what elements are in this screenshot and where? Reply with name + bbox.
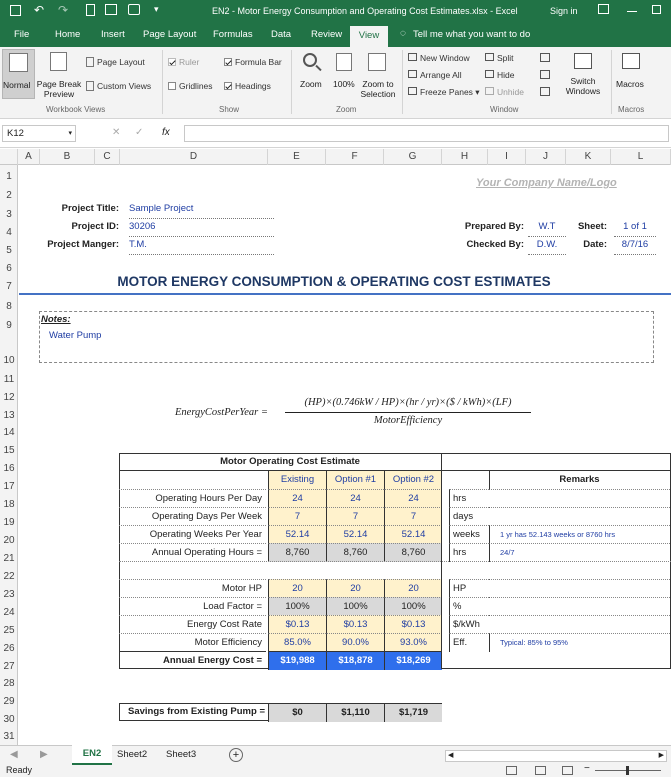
sheet-label: Sheet: bbox=[577, 221, 607, 232]
table-cell: 100% bbox=[268, 597, 326, 616]
enter-icon[interactable]: ✓ bbox=[135, 127, 144, 138]
new-window-button[interactable] bbox=[408, 53, 470, 63]
column-heading: Option #2 bbox=[384, 471, 442, 489]
hide-button[interactable] bbox=[485, 70, 514, 80]
row-header[interactable]: 8 bbox=[6, 301, 12, 312]
zoom-to-selection-button[interactable] bbox=[358, 49, 398, 99]
table-cell: 24 bbox=[384, 489, 442, 508]
zoom-selection-label: Zoom to Selection bbox=[360, 79, 396, 99]
row-header[interactable]: 1 bbox=[6, 171, 12, 182]
tab-page-layout[interactable]: Page Layout bbox=[143, 29, 197, 40]
table-cell: 20 bbox=[384, 579, 442, 598]
annual-cost-cell: $18,878 bbox=[326, 651, 384, 670]
row-header[interactable]: 25 bbox=[3, 625, 15, 636]
new-file-icon[interactable] bbox=[86, 4, 95, 16]
table-cell: 20 bbox=[326, 579, 384, 598]
print-icon[interactable] bbox=[128, 4, 140, 15]
minimize-icon[interactable] bbox=[627, 11, 637, 12]
project-manager-value: T.M. bbox=[129, 236, 274, 255]
ribbon-separator bbox=[402, 50, 403, 114]
custom-views-button[interactable] bbox=[86, 81, 151, 91]
row-header[interactable]: 23 bbox=[3, 589, 15, 600]
custom-views-icon bbox=[86, 81, 94, 91]
tab-view[interactable]: View bbox=[350, 26, 388, 47]
macros-group-label: Macros bbox=[618, 105, 645, 114]
unit-cell: days bbox=[449, 507, 489, 526]
remark-cell: Typical: 85% to 95% bbox=[489, 633, 670, 652]
row-header[interactable]: 30 bbox=[3, 714, 15, 725]
row-header[interactable]: 9 bbox=[6, 320, 12, 331]
ribbon-separator bbox=[162, 50, 163, 114]
project-title-value: Sample Project bbox=[129, 200, 274, 219]
table-cell: 100% bbox=[384, 597, 442, 616]
project-id-value: 30206 bbox=[129, 218, 274, 237]
row-header[interactable]: 21 bbox=[3, 553, 15, 564]
column-header[interactable]: J bbox=[526, 149, 566, 165]
row-headers bbox=[0, 165, 18, 745]
sheet-value: 1 of 1 bbox=[614, 218, 656, 237]
zoom-slider-thumb[interactable] bbox=[626, 766, 629, 775]
row-header[interactable]: 17 bbox=[3, 481, 15, 492]
show-group-label: Show bbox=[219, 105, 240, 114]
window-group-label: Window bbox=[490, 105, 519, 114]
print-preview-icon[interactable] bbox=[105, 4, 117, 15]
table-cell: 100% bbox=[326, 597, 384, 616]
unit-cell: $/kWh bbox=[449, 615, 489, 634]
zoom-100-icon bbox=[336, 53, 352, 71]
savings-option1: $1,110 bbox=[326, 704, 384, 722]
sign-in-link[interactable]: Sign in bbox=[550, 6, 578, 16]
row-header[interactable]: 14 bbox=[3, 427, 15, 438]
add-sheet-icon[interactable]: + bbox=[229, 748, 243, 762]
company-logo: Your Company Name/Logo bbox=[476, 177, 617, 189]
savings-label: Savings from Existing Pump = bbox=[128, 706, 265, 717]
switch-windows-button[interactable] bbox=[558, 49, 608, 99]
row-header[interactable]: 15 bbox=[3, 445, 15, 456]
formula-denominator: MotorEfficiency bbox=[373, 415, 443, 426]
project-title-label: Project Title: bbox=[61, 203, 119, 214]
ribbon bbox=[0, 47, 671, 119]
unhide-label: Unhide bbox=[497, 87, 524, 97]
normal-view-label: Normal bbox=[3, 80, 31, 90]
page-break-icon bbox=[50, 52, 67, 71]
status-bar bbox=[0, 765, 671, 777]
new-window-label: New Window bbox=[420, 53, 470, 63]
normal-view-icon bbox=[9, 53, 28, 72]
row-label: Energy Cost Rate bbox=[119, 615, 266, 634]
formula-input[interactable] bbox=[184, 125, 669, 142]
row-header[interactable]: 10 bbox=[3, 355, 15, 366]
zoom-100-button[interactable] bbox=[330, 49, 358, 99]
row-header[interactable]: 27 bbox=[3, 661, 15, 672]
gridlines-label: Gridlines bbox=[179, 81, 213, 91]
zoom-group-label: Zoom bbox=[336, 105, 357, 114]
column-heading: Existing bbox=[268, 471, 326, 489]
formula-bar-checkbox[interactable] bbox=[224, 57, 282, 67]
row-label: Motor Efficiency bbox=[119, 633, 266, 652]
row-label: Annual Operating Hours = bbox=[119, 543, 266, 562]
page-layout-status-icon[interactable] bbox=[535, 766, 546, 775]
remark-cell bbox=[489, 489, 670, 490]
zoom-button[interactable] bbox=[296, 49, 328, 99]
zoom-selection-icon bbox=[368, 53, 386, 71]
view-side-by-side-icon[interactable] bbox=[540, 53, 550, 62]
row-header[interactable]: 26 bbox=[3, 643, 15, 654]
zoom-label: Zoom bbox=[300, 79, 322, 89]
row-header[interactable]: 7 bbox=[6, 281, 12, 292]
checked-by-label: Checked By: bbox=[466, 239, 524, 250]
unhide-icon bbox=[485, 87, 494, 95]
freeze-panes-button[interactable]: Freeze Panes ▾ bbox=[408, 87, 480, 98]
split-button[interactable] bbox=[485, 53, 514, 63]
prepared-by-value: W.T bbox=[528, 218, 566, 237]
status-text: Ready bbox=[6, 765, 33, 775]
zoom-out-icon[interactable]: − bbox=[584, 763, 590, 774]
unit-cell: % bbox=[449, 597, 489, 616]
hide-icon bbox=[485, 70, 494, 78]
savings-existing: $0 bbox=[268, 704, 326, 722]
new-window-icon bbox=[408, 53, 417, 61]
name-box-value: K12 bbox=[7, 128, 24, 139]
page-break-label: Page Break Preview bbox=[36, 79, 82, 99]
cancel-icon[interactable]: ✕ bbox=[112, 127, 121, 138]
table-cell: 20 bbox=[268, 579, 326, 598]
gridlines-checkbox[interactable] bbox=[168, 81, 213, 91]
column-header[interactable]: H bbox=[442, 149, 488, 165]
zoom-100-label: 100% bbox=[333, 79, 355, 89]
page-layout-icon bbox=[86, 57, 94, 67]
column-header[interactable]: C bbox=[95, 149, 120, 165]
split-label: Split bbox=[497, 53, 514, 63]
name-box[interactable] bbox=[2, 125, 76, 142]
column-header[interactable]: K bbox=[566, 149, 611, 165]
split-icon bbox=[485, 53, 494, 61]
savings-option2: $1,719 bbox=[384, 704, 442, 722]
tab-file[interactable]: File bbox=[14, 29, 30, 40]
table-cell: 8,760 bbox=[384, 543, 442, 562]
table-cell: 90.0% bbox=[326, 633, 384, 652]
page-break-preview-button[interactable] bbox=[36, 49, 82, 99]
headings-label: Headings bbox=[235, 81, 271, 91]
row-header[interactable]: 5 bbox=[6, 245, 12, 256]
unit-cell: Eff. bbox=[449, 633, 489, 652]
workbook-views-group-label: Workbook Views bbox=[46, 105, 106, 114]
row-header[interactable]: 18 bbox=[3, 499, 15, 510]
remark-cell bbox=[489, 507, 670, 508]
horizontal-scrollbar[interactable] bbox=[445, 750, 667, 762]
table-cell: 93.0% bbox=[384, 633, 442, 652]
formula-numerator: (HP)×(0.746kW / HP)×(hr / yr)×($ / kWh)×(LF) bbox=[304, 397, 512, 408]
macros-button[interactable] bbox=[614, 49, 648, 99]
insert-function-icon[interactable]: fx bbox=[162, 127, 170, 138]
row-header[interactable]: 29 bbox=[3, 696, 15, 707]
notes-label: Notes: bbox=[41, 314, 71, 325]
page-layout-button[interactable] bbox=[86, 57, 145, 67]
table-cell: 7 bbox=[268, 507, 326, 526]
row-label: Operating Hours Per Day bbox=[119, 489, 266, 508]
table-cell: 8,760 bbox=[268, 543, 326, 562]
column-header[interactable]: A bbox=[18, 149, 40, 165]
table-cell: 52.14 bbox=[384, 525, 442, 544]
unit-cell: weeks bbox=[449, 525, 489, 544]
column-heading: Option #1 bbox=[326, 471, 384, 489]
arrange-all-button[interactable] bbox=[408, 70, 462, 80]
row-header[interactable]: 2 bbox=[6, 190, 12, 201]
lightbulb-icon: ◌ bbox=[400, 28, 406, 39]
row-header[interactable]: 6 bbox=[6, 263, 12, 274]
formula-lhs: EnergyCostPerYear = bbox=[175, 407, 268, 418]
tab-data[interactable]: Data bbox=[271, 29, 292, 40]
undo-icon[interactable]: ↶ bbox=[34, 3, 45, 17]
magnifier-handle bbox=[315, 65, 321, 71]
ribbon-tabs bbox=[0, 25, 671, 47]
table-cell: 85.0% bbox=[268, 633, 326, 652]
remark-cell bbox=[489, 579, 670, 580]
unit-cell: hrs bbox=[449, 543, 489, 562]
column-header[interactable]: B bbox=[40, 149, 95, 165]
ruler-checkbox[interactable] bbox=[168, 57, 199, 67]
date-value: 8/7/16 bbox=[614, 236, 656, 255]
remark-cell: 24/7 bbox=[489, 543, 670, 562]
date-label: Date: bbox=[583, 239, 607, 250]
table-title: Motor Operating Cost Estimate bbox=[220, 456, 360, 467]
remarks-heading: Remarks bbox=[489, 471, 669, 489]
table-cell: $0.13 bbox=[326, 615, 384, 634]
row-header[interactable]: 13 bbox=[3, 410, 15, 421]
custom-views-label: Custom Views bbox=[97, 81, 152, 91]
formula-bar-label: Formula Bar bbox=[235, 57, 282, 67]
sync-scroll-icon[interactable] bbox=[540, 70, 550, 79]
column-header[interactable]: L bbox=[611, 149, 671, 165]
project-id-label: Project ID: bbox=[71, 221, 119, 232]
sheet-tab-sheet3[interactable]: Sheet3 bbox=[166, 749, 197, 760]
macros-icon bbox=[622, 53, 640, 69]
column-header[interactable]: F bbox=[326, 149, 384, 165]
worksheet[interactable] bbox=[19, 165, 671, 745]
freeze-panes-label: Freeze Panes bbox=[420, 87, 473, 97]
switch-windows-icon bbox=[574, 53, 592, 69]
remark-cell bbox=[489, 597, 670, 598]
sheet-tab-en2[interactable]: EN2 bbox=[72, 745, 112, 765]
sheet-tabs-bar bbox=[0, 745, 671, 765]
gridlines-check-icon bbox=[168, 82, 176, 90]
table-cell: 24 bbox=[326, 489, 384, 508]
scroll-tabs-right-icon[interactable]: ▶ bbox=[40, 749, 48, 760]
column-header[interactable]: D bbox=[120, 149, 268, 165]
customize-toolbar-icon[interactable]: ▾ bbox=[154, 4, 159, 14]
page-break-status-icon[interactable] bbox=[562, 766, 573, 775]
arrange-all-label: Arrange All bbox=[420, 70, 462, 80]
annual-cost-cell: $18,269 bbox=[384, 651, 442, 670]
row-header[interactable]: 24 bbox=[3, 607, 15, 618]
page-layout-label: Page Layout bbox=[97, 57, 145, 67]
unhide-button[interactable] bbox=[485, 87, 524, 97]
table-vline bbox=[441, 471, 442, 669]
unit-cell: HP bbox=[449, 579, 489, 598]
remark-cell: 1 yr has 52.143 weeks or 8760 hrs bbox=[489, 525, 670, 544]
row-header[interactable]: 22 bbox=[3, 571, 15, 582]
annual-cost-cell: $19,988 bbox=[268, 651, 326, 670]
row-label: Operating Days Per Week bbox=[119, 507, 266, 526]
macros-label: Macros bbox=[616, 79, 644, 89]
row-header[interactable]: 31 bbox=[3, 731, 15, 742]
column-header[interactable]: E bbox=[268, 149, 326, 165]
title-bar bbox=[0, 0, 671, 25]
column-header[interactable]: I bbox=[488, 149, 526, 165]
table-cell: 8,760 bbox=[326, 543, 384, 562]
ribbon-separator bbox=[291, 50, 292, 114]
sheet-tab-sheet2[interactable]: Sheet2 bbox=[117, 749, 148, 760]
window-title: EN2 - Motor Energy Consumption and Operating Cost Estimates.xlsx - Excel bbox=[212, 6, 518, 16]
blank-row bbox=[119, 561, 671, 579]
checked-by-value: D.W. bbox=[528, 236, 566, 255]
formula-bar-check-icon bbox=[224, 58, 232, 66]
row-header[interactable]: 11 bbox=[3, 374, 15, 385]
ruler-check-icon bbox=[168, 58, 176, 66]
table-cell: 7 bbox=[384, 507, 442, 526]
chevron-down-icon: ▾ bbox=[68, 130, 72, 137]
reset-window-icon[interactable] bbox=[540, 87, 550, 96]
table-cell: $0.13 bbox=[384, 615, 442, 634]
row-label: Operating Weeks Per Year bbox=[119, 525, 266, 544]
table-vline bbox=[441, 453, 442, 471]
tell-me-search[interactable]: Tell me what you want to do bbox=[413, 29, 531, 40]
table-cell: 24 bbox=[268, 489, 326, 508]
arrange-icon bbox=[408, 70, 417, 78]
ruler-label: Ruler bbox=[179, 57, 200, 67]
row-label: Load Factor = bbox=[119, 597, 266, 616]
row-header[interactable]: 28 bbox=[3, 678, 15, 689]
row-header[interactable]: 16 bbox=[3, 463, 15, 474]
title-rule bbox=[19, 293, 671, 295]
remark-cell bbox=[489, 615, 670, 616]
save-icon[interactable] bbox=[10, 5, 21, 16]
ribbon-separator bbox=[611, 50, 612, 114]
column-headers bbox=[0, 149, 671, 165]
main-title: MOTOR ENERGY CONSUMPTION & OPERATING COST ESTIMATES bbox=[117, 274, 551, 289]
row-header[interactable]: 4 bbox=[6, 227, 12, 238]
scroll-tabs-left-icon[interactable]: ◀ bbox=[10, 749, 18, 760]
select-all-corner[interactable] bbox=[0, 149, 18, 165]
tab-home[interactable]: Home bbox=[55, 29, 81, 40]
maximize-icon[interactable] bbox=[652, 5, 661, 14]
headings-checkbox[interactable] bbox=[224, 81, 271, 91]
normal-view-status-icon[interactable] bbox=[506, 766, 517, 775]
project-manager-label: Project Manger: bbox=[47, 239, 119, 250]
formula-bar bbox=[0, 120, 671, 148]
tab-review[interactable]: Review bbox=[311, 29, 343, 40]
column-header[interactable]: G bbox=[384, 149, 442, 165]
table-cell: $0.13 bbox=[268, 615, 326, 634]
row-label: Motor HP bbox=[119, 579, 266, 598]
switch-windows-label: Switch Windows bbox=[565, 76, 601, 96]
table-cell: 52.14 bbox=[268, 525, 326, 544]
redo-icon[interactable]: ↷ bbox=[58, 3, 69, 17]
scroll-right-icon[interactable]: ▶ bbox=[658, 752, 664, 759]
table-cell: 7 bbox=[326, 507, 384, 526]
row-header[interactable]: 19 bbox=[3, 517, 15, 528]
tab-insert[interactable]: Insert bbox=[101, 29, 125, 40]
headings-check-icon bbox=[224, 82, 232, 90]
ribbon-options-icon[interactable] bbox=[598, 4, 609, 14]
unit-cell: hrs bbox=[449, 489, 489, 508]
row-header[interactable]: 3 bbox=[6, 209, 12, 220]
notes-text: Water Pump bbox=[49, 330, 102, 341]
prepared-by-label: Prepared By: bbox=[464, 221, 524, 232]
notes-box bbox=[39, 311, 654, 363]
table-cell: 52.14 bbox=[326, 525, 384, 544]
annual-cost-label: Annual Energy Cost = bbox=[119, 651, 266, 670]
hide-label: Hide bbox=[497, 70, 515, 80]
row-header[interactable]: 20 bbox=[3, 535, 15, 546]
row-header[interactable]: 12 bbox=[3, 392, 15, 403]
tab-formulas[interactable]: Formulas bbox=[213, 29, 253, 40]
scroll-left-icon[interactable]: ◀ bbox=[448, 752, 454, 759]
normal-view-button[interactable] bbox=[2, 49, 35, 99]
freeze-icon bbox=[408, 87, 417, 95]
